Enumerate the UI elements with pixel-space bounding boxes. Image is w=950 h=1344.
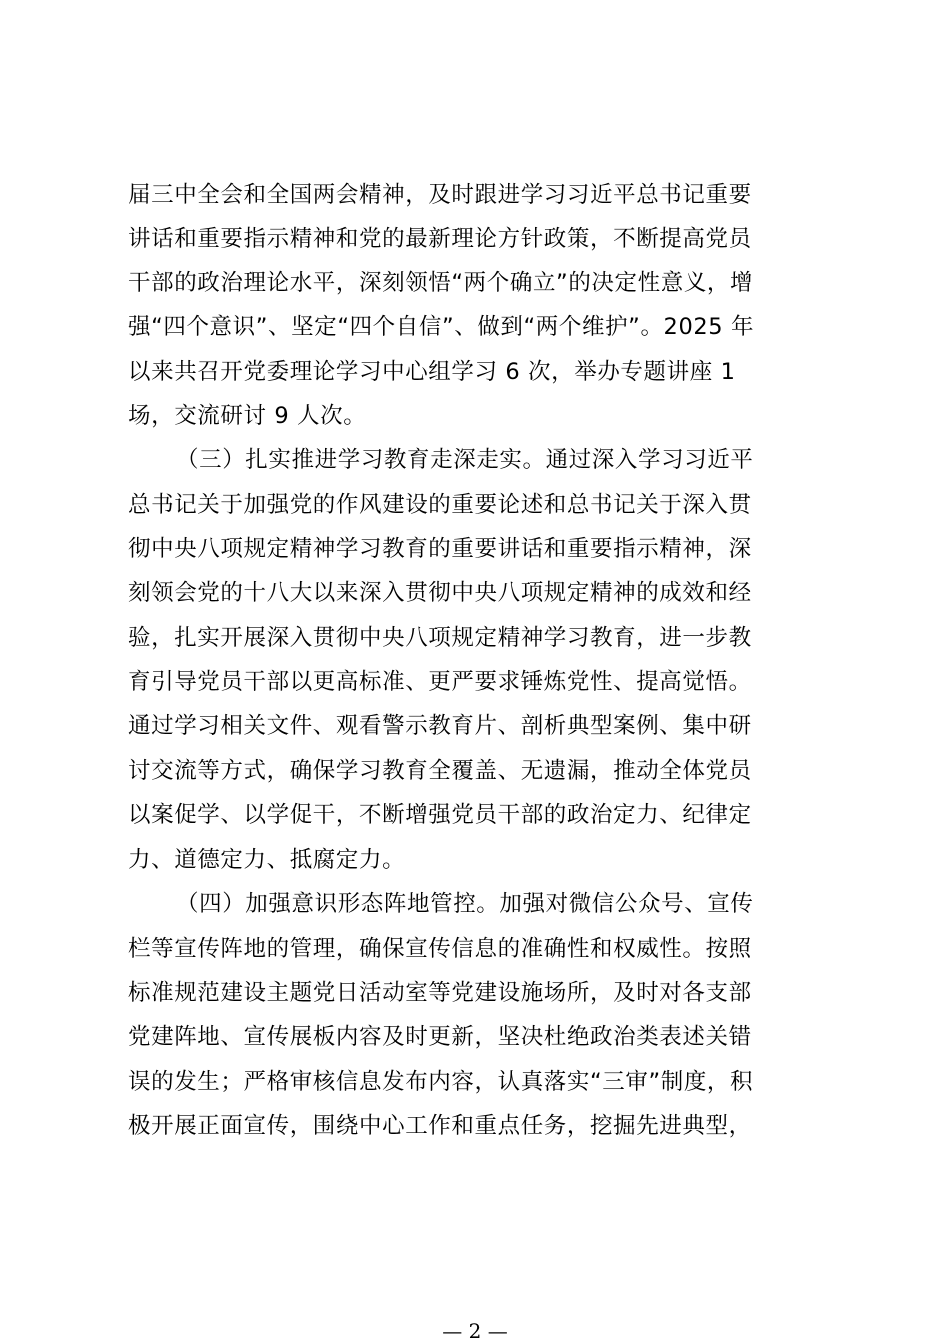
paragraph-3-line-4: 党建阵地、宣传展板内容及时更新，坚决杜绝政治类表述关错 (128, 1024, 752, 1050)
paragraph-1-line-6: 场，交流研讨 9 人次。 (128, 403, 367, 429)
paragraph-1-line-1: 届三中全会和全国两会精神，及时跟进学习习近平总书记重要 (128, 182, 752, 208)
paragraph-1-line-2: 讲话和重要指示精神和党的最新理论方针政策，不断提高党员 (128, 226, 752, 252)
paragraph-2-line-4: 刻领会党的十八大以来深入贯彻中央八项规定精神的成效和经 (128, 580, 752, 606)
paragraph-2-line-7: 通过学习相关文件、观看警示教育片、剖析典型案例、集中研 (128, 713, 752, 739)
paragraph-2-line-5: 验，扎实开展深入贯彻中央八项规定精神学习教育，进一步教 (128, 625, 752, 651)
paragraph-3-line-2: 栏等宣传阵地的管理，确保宣传信息的准确性和权威性。按照 (128, 936, 752, 962)
paragraph-3-line-1: （四）加强意识形态阵地管控。加强对微信公众号、宣传 (176, 891, 754, 917)
paragraph-2-line-2: 总书记关于加强党的作风建设的重要论述和总书记关于深入贯 (128, 492, 752, 518)
page-number: — 2 — (442, 1319, 508, 1343)
paragraph-2-line-8: 讨交流等方式，确保学习教育全覆盖、无遗漏，推动全体党员 (128, 758, 752, 784)
paragraph-1-line-3: 干部的政治理论水平，深刻领悟“两个确立”的决定性意义，增 (128, 270, 754, 296)
paragraph-3-line-6: 极开展正面宣传，围绕中心工作和重点任务，挖掘先进典型， (128, 1113, 752, 1139)
paragraph-2-line-1: （三）扎实推进学习教育走深走实。通过深入学习习近平 (176, 447, 754, 473)
paragraph-2-line-10: 力、道德定力、抵腐定力。 (128, 847, 406, 873)
paragraph-1-line-5: 以来共召开党委理论学习中心组学习 6 次，举办专题讲座 1 (128, 359, 736, 385)
paragraph-2-line-3: 彻中央八项规定精神学习教育的重要讲话和重要指示精神，深 (128, 536, 752, 562)
paragraph-1-line-4: 强“四个意识”、坚定“四个自信”、做到“两个维护”。2025 年 (128, 314, 755, 340)
paragraph-3-line-5: 误的发生；严格审核信息发布内容，认真落实“三审”制度，积 (128, 1069, 754, 1095)
paragraph-2-line-6: 育引导党员干部以更高标准、更严要求锤炼党性、提高觉悟。 (128, 669, 752, 695)
paragraph-3-line-3: 标准规范建设主题党日活动室等党建设施场所，及时对各支部 (128, 980, 752, 1006)
paragraph-2-line-9: 以案促学、以学促干，不断增强党员干部的政治定力、纪律定 (128, 802, 752, 828)
